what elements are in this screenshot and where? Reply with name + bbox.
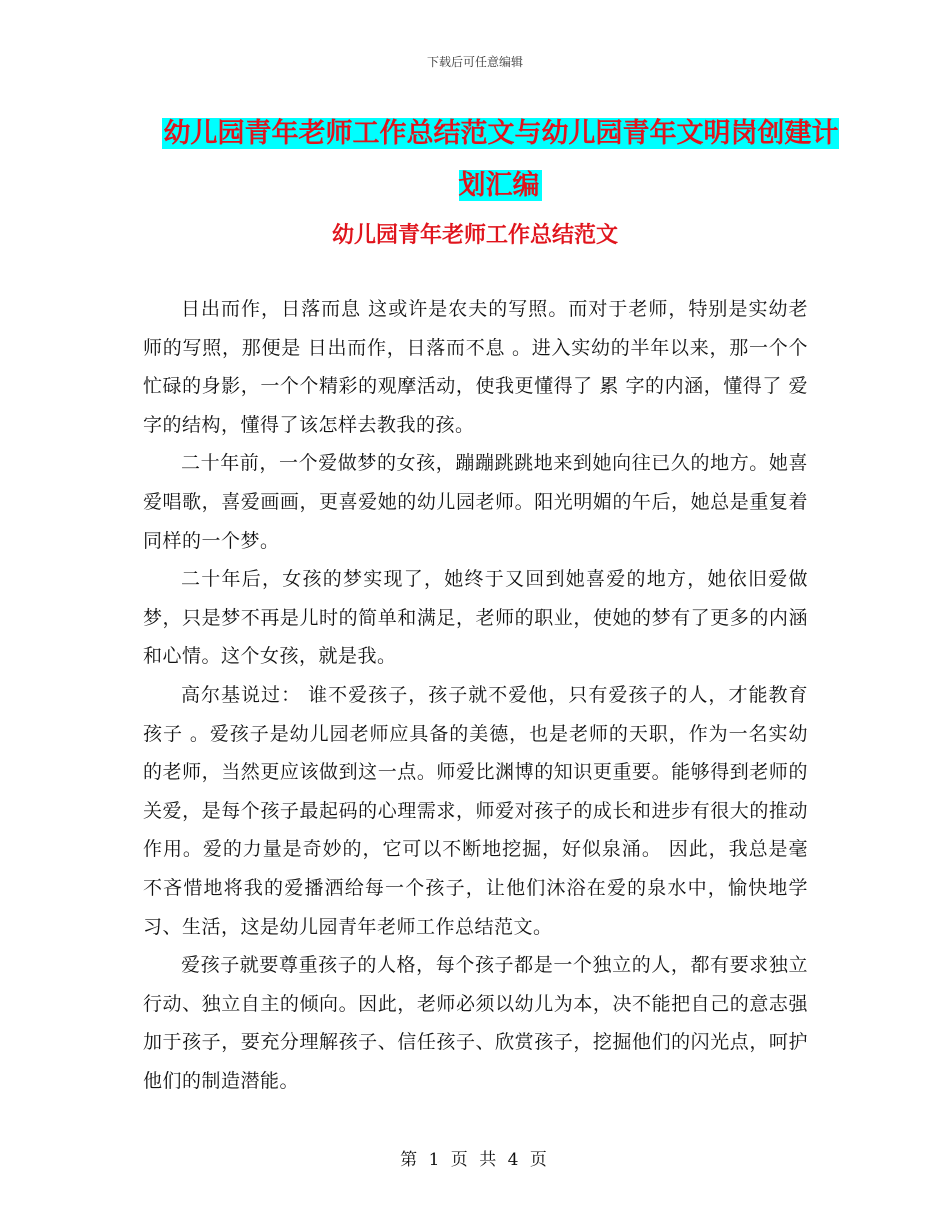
- document-title: [150, 108, 850, 212]
- body-text: [143, 290, 808, 1100]
- paragraph-5: 爱孩子就要尊重孩子的人格，每个孩子都是一个独立的人，都有要求独立行动、独立自主的倾向。因此，老师必须以幼儿为本，决不能把自己的意志强加于孩子，要充分理解孩子、信任孩子、欣赏孩子，挖掘他们的闪光点，呵护他们的制造潜能。: [143, 954, 808, 1092]
- page-header-note: 下载后可任意编辑: [426, 55, 523, 69]
- document-title-text: 幼儿园青年老师工作总结范文与幼儿园青年文明岗创建计划汇编: [163, 118, 839, 201]
- paragraph-3: 二十年后，女孩的梦实现了，她终于又回到她喜爱的地方，她依旧爱做梦，只是梦不再是儿时的简单和满足，老师的职业，使她的梦有了更多的内涵和心情。这个女孩，就是我。: [143, 568, 808, 668]
- paragraph-4: 高尔基说过： 谁不爱孩子，孩子就不爱他，只有爱孩子的人，才能教育孩子 。爱孩子是幼儿园老师应具备的美德，也是老师的天职，作为一名实幼的老师，当然更应该做到这一点。师爱比渊博的知识更重要。能够得到老师的关爱，是每个孩子最起码的心理需求，师爱对孩子的成长和进步有很大的推动作用。爱的力量是奇妙的，它可以不断地挖掘，好似泉涌。 因此，我总是毫不吝惜地将我的爱播洒给每一个孩子，让他们沐浴在爱的泉水中，愉快地学习、生活，这是幼儿园青年老师工作总结范文。: [143, 683, 808, 938]
- paragraph-2: 二十年前，一个爱做梦的女孩，蹦蹦跳跳地来到她向往已久的地方。她喜爱唱歌，喜爱画画，更喜爱她的幼儿园老师。阳光明媚的午后，她总是重复着同样的一个梦。: [143, 452, 808, 552]
- section-title: 幼儿园青年老师工作总结范文: [331, 223, 618, 248]
- paragraph-1: 日出而作，日落而息 这或许是农夫的写照。而对于老师，特别是实幼老师的写照，那便是 日出而作，日落而不息 。进入实幼的半年以来，那一个个忙碌的身影，一个个精彩的观摩活动，使我更懂得了 累 字的内涵，懂得了 爱 字的结构，懂得了该怎样去教我的孩。: [143, 298, 808, 436]
- page-number-footer: 第 1 页 共 4 页: [400, 1150, 550, 1170]
